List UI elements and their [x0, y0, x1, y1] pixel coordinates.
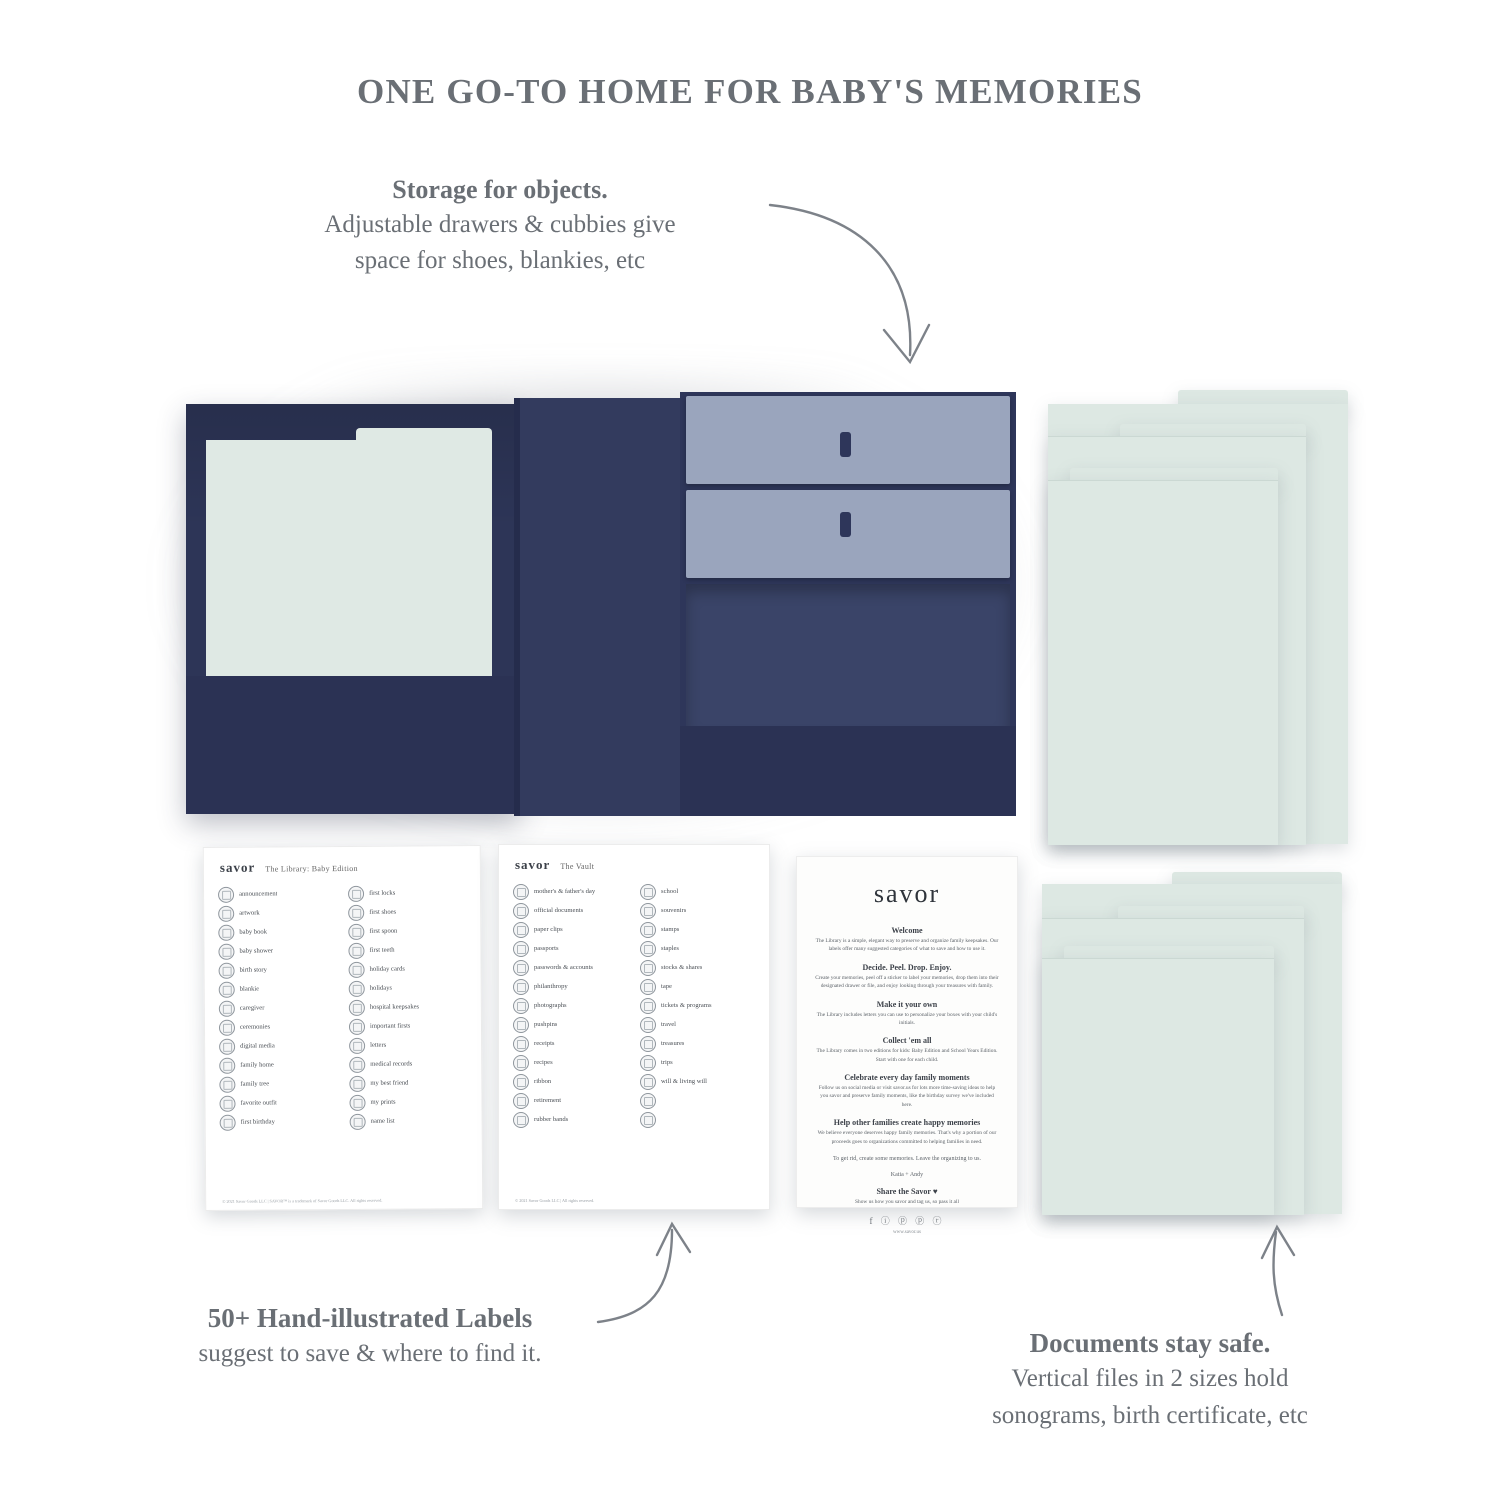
label-text: important firsts: [369, 1022, 411, 1030]
label-text: name list: [370, 1117, 395, 1125]
label-text: ribbon: [534, 1078, 552, 1085]
social-icons: f ⓘ ⓟ ⓟ ⓡ: [869, 1216, 945, 1227]
label-text: family home: [240, 1061, 274, 1069]
callout-documents-line1: Vertical files in 2 sizes hold: [1011, 1365, 1289, 1393]
label-text: first shoes: [369, 908, 397, 916]
brand-logo: savor: [515, 857, 551, 872]
arrow-storage-head: [884, 325, 929, 362]
label-text: stamps: [661, 926, 680, 933]
label-text: holidays: [369, 984, 393, 992]
label-text: baby shower: [239, 947, 274, 955]
label-text: family tree: [240, 1080, 270, 1088]
label-text: ceremonies: [239, 1023, 271, 1031]
welcome-paragraph: The Library includes letters you can use to personalize your boxes with your child's initials.: [816, 1011, 998, 1026]
brand-logo: savor: [873, 879, 941, 908]
label-text: digital media: [240, 1042, 275, 1050]
welcome-paragraph: Follow us on social media or visit savor.us for lots more time-saving ideas to help you savor and preserve family moments, like the birthday survey we've included here.: [818, 1085, 996, 1108]
label-text: receipts: [534, 1040, 555, 1047]
label-text: travel: [661, 1021, 677, 1028]
page-title: ONE GO-TO HOME FOR BABY'S MEMORIES: [357, 72, 1143, 111]
label-text: blankie: [239, 985, 260, 993]
label-text: stocks & shares: [661, 964, 703, 971]
brand-logo: savor: [219, 859, 256, 875]
label-text: caregiver: [239, 1004, 265, 1012]
welcome-closing: To get rid, create some memories. Leave the organizing to us.: [833, 1155, 981, 1162]
sheet-title: The Library: Baby Edition: [265, 863, 358, 874]
label-text: rubber bands: [534, 1116, 569, 1123]
arrow-labels: [598, 1230, 672, 1322]
label-text: souvenirs: [661, 907, 687, 914]
welcome-heading: Decide. Peel. Drop. Enjoy.: [862, 962, 952, 972]
callout-documents-title: Documents stay safe.: [1029, 1328, 1271, 1358]
sheet-title: The Vault: [560, 862, 595, 871]
label-text: first locks: [369, 889, 396, 897]
label-text: medical records: [370, 1060, 413, 1068]
welcome-heading: Collect 'em all: [882, 1036, 932, 1046]
welcome-heading: Celebrate every day family moments: [844, 1073, 970, 1082]
welcome-heading: Make it your own: [876, 999, 938, 1009]
welcome-heading: Help other families create happy memories: [833, 1118, 981, 1128]
label-text: hospital keepsakes: [369, 1003, 420, 1011]
welcome-paragraph: Create your memories, peel off a sticker to label your memories, drop them into their designated drawer or file, and enjoy looking through your treasures with family.: [815, 974, 999, 990]
label-text: philanthropy: [534, 983, 568, 990]
arrow-labels-head: [657, 1224, 690, 1255]
label-text: holiday cards: [369, 965, 405, 973]
label-text: my prints: [370, 1098, 396, 1106]
callout-storage-line2: space for shoes, blankies, etc: [354, 247, 646, 275]
arrow-documents: [1274, 1232, 1282, 1315]
callout-storage-title: Storage for objects.: [392, 175, 608, 204]
label-text: photographs: [534, 1002, 567, 1009]
label-text: tickets & programs: [661, 1002, 712, 1009]
welcome-signature: Katia + Andy: [890, 1171, 924, 1178]
callout-labels-line1: suggest to save & where to find it.: [198, 1340, 542, 1368]
label-text: pushpins: [534, 1021, 558, 1028]
share-subtext: Show us how you savor and tag us, so pass it all: [855, 1198, 959, 1205]
welcome-heading: Welcome: [891, 926, 923, 935]
callout-storage-line1: Adjustable drawers & cubbies give: [324, 211, 676, 239]
label-text: retirement: [534, 1097, 562, 1104]
label-text: staples: [661, 945, 679, 952]
arrow-documents-head: [1262, 1227, 1294, 1258]
label-text: passwords & accounts: [534, 964, 593, 971]
label-text: artwork: [239, 909, 260, 917]
welcome-paragraph: The Library comes in two editions for kids: Baby Edition and School Years Edition. Start with one for each child.: [816, 1048, 998, 1063]
label-text: passports: [534, 945, 559, 952]
callout-documents-line2: sonograms, birth certificate, etc: [992, 1401, 1308, 1429]
label-text: school: [661, 888, 679, 895]
welcome-paragraph: The Library is a simple, elegant way to preserve and organize family keepsakes. Our labels offer many suggested categories of what to save and how to use it.: [815, 938, 999, 953]
label-text: paper clips: [534, 926, 563, 933]
label-text: first spoon: [369, 927, 398, 935]
label-text: treasures: [661, 1040, 685, 1047]
label-text: will & living will: [661, 1078, 707, 1085]
share-heading: Share the Savor ♥: [876, 1186, 938, 1196]
welcome-paragraph: We believe everyone deserves happy family memories. That's why a portion of our proceeds goes to organizations committed to helping families in need.: [817, 1130, 997, 1145]
label-text: letters: [370, 1041, 387, 1049]
label-text: my best friend: [370, 1079, 409, 1087]
label-text: mother's & father's day: [534, 888, 596, 895]
label-text: birth story: [239, 966, 267, 974]
arrow-storage: [770, 205, 910, 355]
website-url: www.savor.us: [892, 1230, 921, 1236]
label-text: trips: [661, 1059, 673, 1066]
label-text: first teeth: [369, 946, 395, 954]
label-text: announcement: [239, 890, 278, 898]
label-text: first birthday: [240, 1118, 275, 1126]
sheet-footer: © 2021 Savor Goods LLC | All rights reserved.: [515, 1198, 595, 1203]
label-text: favorite outfit: [240, 1099, 277, 1107]
label-text: official documents: [534, 907, 584, 914]
sheet-footer: © 2021 Savor Goods LLC | SAVOR™ is a trademark of Savor Goods LLC. All rights reserved.: [222, 1197, 383, 1204]
label-text: tape: [661, 983, 672, 990]
label-text: recipes: [534, 1059, 553, 1066]
callout-labels-title: 50+ Hand-illustrated Labels: [207, 1303, 533, 1333]
label-text: baby book: [239, 928, 268, 936]
